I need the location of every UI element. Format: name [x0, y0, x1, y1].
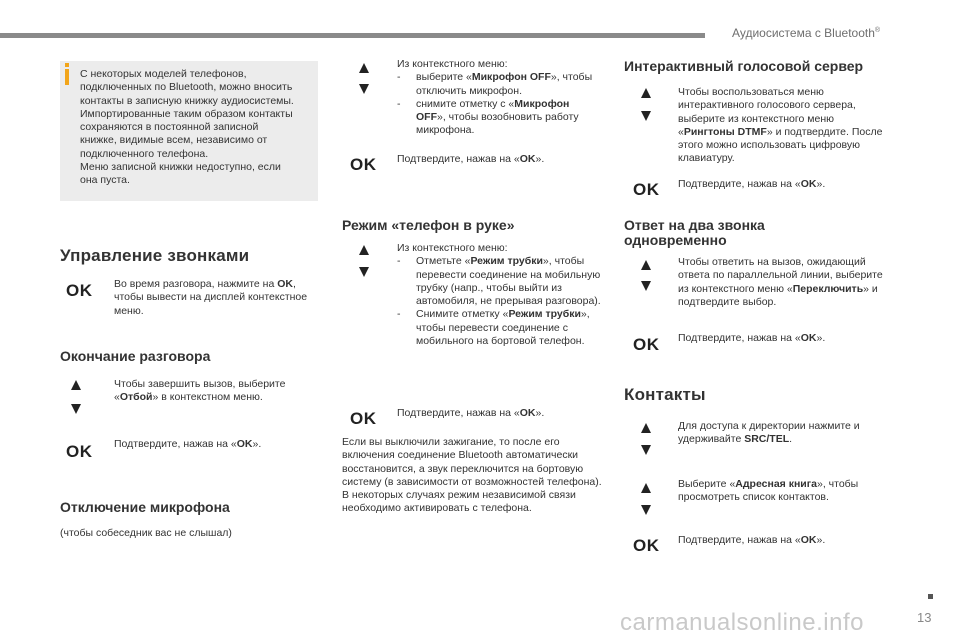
section-title-mic-off: Отключение микрофона: [60, 499, 230, 515]
end-call-confirm-text: Подтвердите, нажав на «OK».: [114, 438, 262, 450]
section-title-call-management: Управление звонками: [60, 246, 250, 265]
contacts-select-text: Выберите «Адресная книга», чтобы просмотреть список контактов.: [678, 478, 859, 504]
up-arrow-icon: [641, 260, 651, 270]
down-arrow-icon: [71, 404, 81, 414]
up-arrow-icon: [71, 380, 81, 390]
two-calls-confirm-text: Подтвердите, нажав на «OK».: [678, 332, 826, 344]
handset-instructions: [397, 242, 602, 348]
section-title-contacts: Контакты: [624, 385, 706, 404]
down-arrow-icon: [641, 281, 651, 291]
up-arrow-icon: [641, 423, 651, 433]
page-header-title: Аудиосистема с Bluetooth®: [732, 26, 881, 40]
mic-off-confirm-text: Подтвердите, нажав на «OK».: [397, 153, 545, 165]
section-title-voice-server: Интерактивный голосовой сервер: [624, 58, 864, 74]
ok-button-icon: OK: [633, 180, 660, 199]
mic-off-instructions: [397, 58, 602, 138]
two-calls-title-line1: Ответ на два звонка: [624, 217, 765, 233]
down-arrow-icon: [641, 111, 651, 121]
down-arrow-icon: [359, 84, 369, 94]
end-call-text: Чтобы завершить вызов, выберите «Отбой» в контекстном меню.: [114, 378, 286, 404]
list-item: - Снимите отметку «Режим трубки», чтобы перевести соединение с мобильного на бортовой телефон.: [397, 308, 590, 348]
voice-server-text: Чтобы воспользоваться меню интерактивного голосового сервера, выберите из контекстного меню «Рингтоны DTMF» и подтвердите. После этого можно использовать цифровую клавиатуру.: [678, 86, 883, 165]
handset-confirm-text: Подтвердите, нажав на «OK».: [397, 407, 545, 419]
section-title-two-calls: [624, 218, 765, 248]
down-arrow-icon: [641, 505, 651, 515]
ok-button-icon: OK: [66, 442, 93, 461]
handset-note: Если вы выключили зажигание, то после его включения соединение Bluetooth автоматически восстановится, а звук переключится на бортовую систему (в зависимости от возможностей телефона). В некоторых случаях режим независимой связи необходимо активировать с телефона.: [342, 436, 602, 515]
up-arrow-icon: [641, 483, 651, 493]
mic-off-intro: Из контекстного меню:: [397, 58, 508, 70]
info-note-text: С некоторых моделей телефонов, подключенных по Bluetooth, можно вносить контакты в записную книжку аудиосистемы. Импортированные таким образом контакты сохраняются в постоянной записной книжке, видимые всем, независимо от подключенного телефона. Меню записной книжки недоступно, если она пуста.: [80, 68, 294, 187]
contacts-access-text: Для доступа к директории нажмите и удерживайте SRC/TEL.: [678, 420, 860, 446]
two-calls-text: Чтобы ответить на вызов, ожидающий ответа по параллельной линии, выберите из контекстного меню «Переключить» и подтвердите выбор.: [678, 256, 883, 308]
ok-button-icon: OK: [66, 281, 93, 300]
up-arrow-icon: [359, 63, 369, 73]
page-number: 13: [917, 610, 932, 625]
list-item: - снимите отметку с «Микрофон OFF», чтобы возобновить работу микрофона.: [397, 97, 579, 137]
list-item: - выберите «Микрофон OFF», чтобы отключить микрофон.: [397, 71, 593, 97]
up-arrow-icon: [641, 88, 651, 98]
up-arrow-icon: [359, 245, 369, 255]
ok-button-icon: OK: [350, 409, 377, 428]
contacts-confirm-text: Подтвердите, нажав на «OK».: [678, 534, 826, 546]
ok-button-icon: OK: [350, 155, 377, 174]
watermark: carmanualsonline.info: [620, 609, 864, 636]
mic-off-subtitle: (чтобы собеседник вас не слышал): [60, 527, 232, 539]
page-marker: [928, 594, 933, 599]
list-item: - Отметьте «Режим трубки», чтобы перевести соединение на мобильную трубку (напр., чтобы выйти из автомобиля, не прерывая разговора).: [397, 255, 601, 308]
voice-server-confirm-text: Подтвердите, нажав на «OK».: [678, 178, 826, 190]
call-management-text: Во время разговора, нажмите на OK, чтобы вывести на дисплей контекстное меню.: [114, 278, 308, 317]
info-icon-dot: [65, 63, 69, 67]
down-arrow-icon: [641, 445, 651, 455]
down-arrow-icon: [359, 267, 369, 277]
info-note-box: [60, 61, 318, 201]
ok-button-icon: OK: [633, 335, 660, 354]
two-calls-title-line2: одновременно: [624, 232, 727, 248]
info-icon-bar: [65, 69, 69, 85]
section-title-end-call: Окончание разговора: [60, 348, 211, 364]
ok-button-icon: OK: [633, 536, 660, 555]
handset-intro: Из контекстного меню:: [397, 242, 508, 254]
section-title-handset-mode: Режим «телефон в руке»: [342, 217, 515, 233]
header-rule: [0, 33, 705, 38]
